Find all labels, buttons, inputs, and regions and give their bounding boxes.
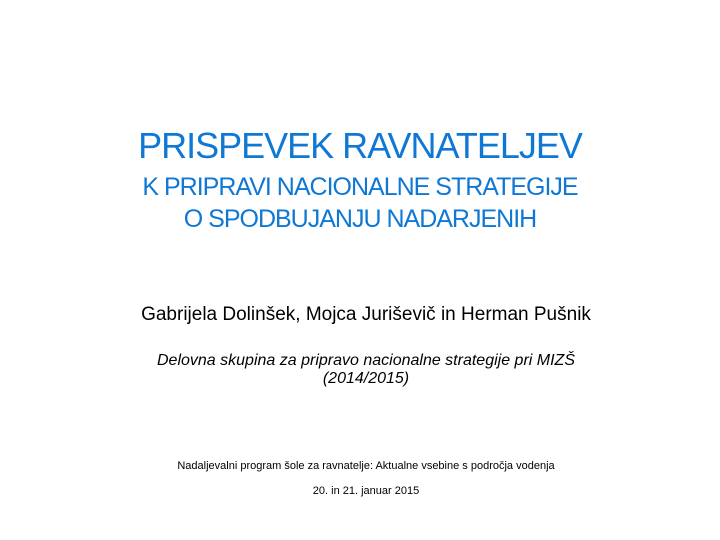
- workgroup-text: [0, 352, 720, 388]
- slide-subtitle-line-2: O SPODBUJANJU NADARJENIH: [183, 205, 537, 233]
- date-text: 20. in 21. januar 2015: [312, 485, 420, 497]
- slide-subtitle-line-1: K PRIPRAVI NACIONALNE STRATEGIJE: [142, 173, 578, 201]
- slide-title: PRISPEVEK RAVNATELJEV: [138, 125, 582, 166]
- authors-text: Gabrijela Dolinšek, Mojca Juriševič in Herman Pušnik: [141, 304, 591, 325]
- workgroup-line-1: Delovna skupina za pripravo nacionalne strategije pri MIZŠ: [157, 352, 575, 369]
- workgroup-line-2: (2014/2015): [322, 370, 410, 387]
- program-text: Nadaljevalni program šole za ravnatelje: Aktualne vsebine s področja vodenja: [177, 460, 555, 472]
